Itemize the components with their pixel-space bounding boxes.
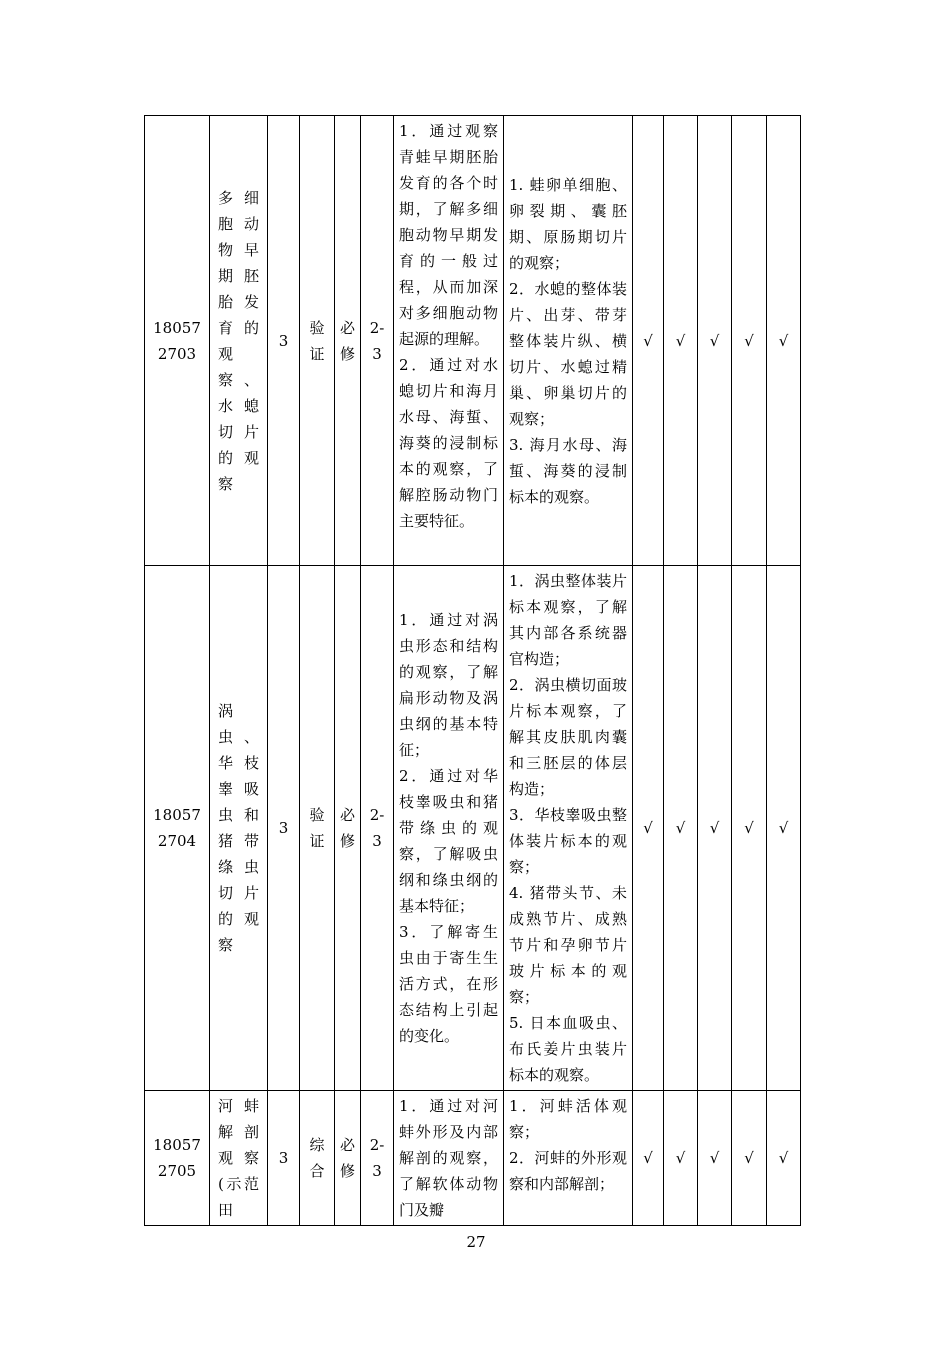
hours-cell: 3 — [268, 116, 300, 566]
table-row — [145, 566, 801, 1091]
check-cell: √ — [767, 116, 801, 566]
course-code-cell: 18057 2703 — [145, 116, 210, 566]
check-cell: √ — [633, 1091, 664, 1226]
type-cell: 综 合 — [300, 1091, 335, 1226]
table-row — [145, 116, 801, 566]
hours-cell: 3 — [268, 566, 300, 1091]
content-cell: 1．涡虫整体装片标本观察，了解其内部各系统器官构造； 2．涡虫横切面玻片标本观察，了解其皮肤肌肉囊和三胚层的体层构造； 3．华枝睾吸虫整体装片标本的观察； 4. 猪带头节、未成熟节片、成熟节片和孕卵节片玻片标本的观察； 5. 日本血吸虫、布氏姜片虫装片标本的观察。 — [504, 566, 633, 1091]
check-cell: √ — [698, 1091, 732, 1226]
check-cell: √ — [767, 566, 801, 1091]
hours-cell: 3 — [268, 1091, 300, 1226]
check-cell: √ — [732, 1091, 767, 1226]
group-cell: 2- 3 — [361, 116, 394, 566]
check-cell: √ — [732, 116, 767, 566]
check-cell: √ — [698, 116, 732, 566]
course-code-cell: 18057 2705 — [145, 1091, 210, 1226]
check-cell: √ — [633, 116, 664, 566]
objective-cell: 1．通过观察青蛙早期胚胎发育的各个时期，了解多细胞动物早期发育的一般过程，从而加深对多细胞动物起源的理解。 2．通过对水螅切片和海月水母、海蜇、海葵的浸制标本的观察，了解腔肠动物门主要特征。 — [394, 116, 504, 566]
check-cell: √ — [664, 1091, 698, 1226]
check-cell: √ — [664, 566, 698, 1091]
content-cell: 1. 蛙卵单细胞、卵裂期、囊胚期、原肠期切片的观察； 2．水螅的整体装片、出芽、带芽整体装片纵、横切片、水螅过精巢、卵巢切片的观察； 3. 海月水母、海蜇、海葵的浸制标本的观察。 — [504, 116, 633, 566]
type-cell: 验 证 — [300, 116, 335, 566]
check-cell: √ — [698, 566, 732, 1091]
experiment-table — [144, 115, 801, 1226]
check-cell: √ — [664, 116, 698, 566]
objective-cell: 1．通过对河蚌外形及内部解剖的观察，了解软体动物门及瓣 — [394, 1091, 504, 1226]
experiment-name-cell: 涡虫、华枝睾吸虫和猪带绦虫切片的观察 — [210, 566, 268, 1091]
type-cell: 验 证 — [300, 566, 335, 1091]
experiment-name-cell: 河蚌解剖观察(示范田 — [210, 1091, 268, 1226]
check-cell: √ — [732, 566, 767, 1091]
requirement-cell: 必 修 — [335, 116, 361, 566]
check-cell: √ — [633, 566, 664, 1091]
objective-cell: 1．通过对涡虫形态和结构的观察，了解扁形动物及涡虫纲的基本特征； 2．通过对华枝睾吸虫和猪带绦虫的观察，了解吸虫纲和绦虫纲的基本特征； 3．了解寄生虫由于寄生生活方式，在形态结构上引起的变化。 — [394, 566, 504, 1091]
requirement-cell: 必 修 — [335, 566, 361, 1091]
group-cell: 2- 3 — [361, 1091, 394, 1226]
check-cell: √ — [767, 1091, 801, 1226]
group-cell: 2- 3 — [361, 566, 394, 1091]
content-cell: 1．河蚌活体观察； 2．河蚌的外形观察和内部解剖； — [504, 1091, 633, 1226]
course-code-cell: 18057 2704 — [145, 566, 210, 1091]
experiment-name-cell: 多细胞动物早期胚胎发育的观察、水螅切片的观察 — [210, 116, 268, 566]
page-number: 27 — [466, 1233, 486, 1251]
table-row — [145, 1091, 801, 1226]
requirement-cell: 必 修 — [335, 1091, 361, 1226]
